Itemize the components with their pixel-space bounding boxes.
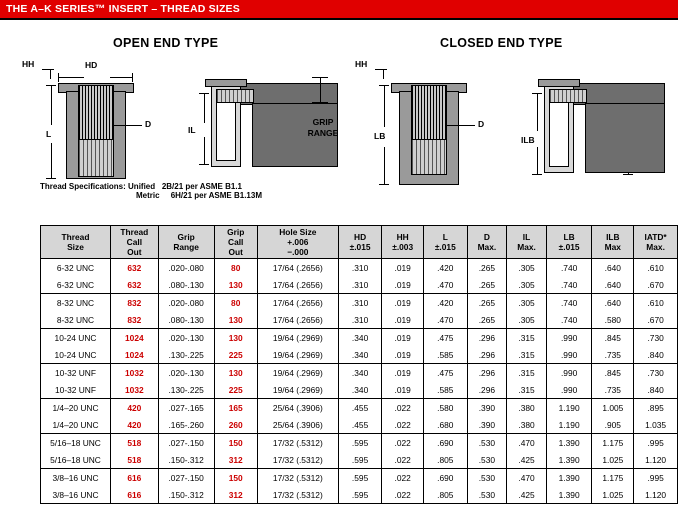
cell-r2-c10: .740 xyxy=(546,294,592,312)
table-row xyxy=(41,311,678,329)
cell-r2-c11: .640 xyxy=(592,294,634,312)
cell-r2-c12: .610 xyxy=(634,294,678,312)
cell-r11-c7: .805 xyxy=(424,451,468,469)
cell-r10-c11: 1.175 xyxy=(592,434,634,452)
thread-spec-metric-row xyxy=(136,191,262,200)
cell-r10-c7: .690 xyxy=(424,434,468,452)
cell-r4-c9: .315 xyxy=(507,329,547,347)
column-header-7: L ±.015 xyxy=(424,226,468,259)
open-l-label: L xyxy=(46,129,52,139)
thread-spec-unified-label: Unified xyxy=(128,182,156,191)
cell-r10-c1: 518 xyxy=(110,434,158,452)
cell-r12-c2: .027-.150 xyxy=(158,469,214,487)
column-header-2: Grip Range xyxy=(158,226,214,259)
open-il-leader-top xyxy=(204,93,205,123)
open-hd-tick-right xyxy=(132,73,133,82)
cell-r5-c1: 1024 xyxy=(110,346,158,364)
cell-r7-c4: 19/64 (.2969) xyxy=(257,381,338,399)
cell-r11-c4: 17/32 (.5312) xyxy=(257,451,338,469)
cell-r12-c0: 3/8–16 UNC xyxy=(41,469,111,487)
cell-r6-c6: .019 xyxy=(382,364,424,382)
page-title-bar xyxy=(0,0,678,18)
open-d-label: D xyxy=(145,119,152,129)
closed-lb-label: LB xyxy=(374,131,386,141)
cell-r2-c4: 17/64 (.2656) xyxy=(257,294,338,312)
cell-r8-c6: .022 xyxy=(382,399,424,417)
cell-r11-c0: 5/16–18 UNC xyxy=(41,451,111,469)
cell-r8-c0: 1/4–20 UNC xyxy=(41,399,111,417)
closed-lb-tick-bottom xyxy=(379,184,389,185)
cell-r13-c11: 1.025 xyxy=(592,486,634,504)
cell-r4-c3: 130 xyxy=(214,329,257,347)
cell-r1-c1: 632 xyxy=(110,276,158,294)
cell-r11-c9: .425 xyxy=(507,451,547,469)
cell-r1-c9: .305 xyxy=(507,276,547,294)
cell-r13-c7: .805 xyxy=(424,486,468,504)
table-row xyxy=(41,381,678,399)
cell-r7-c5: .340 xyxy=(338,381,382,399)
table-body xyxy=(41,259,678,504)
cell-r2-c6: .019 xyxy=(382,294,424,312)
open-l-leader-top xyxy=(51,85,52,125)
cell-r3-c3: 130 xyxy=(214,311,257,329)
cell-r4-c7: .475 xyxy=(424,329,468,347)
cell-r8-c7: .580 xyxy=(424,399,468,417)
cell-r2-c3: 80 xyxy=(214,294,257,312)
cell-r6-c0: 10-32 UNF xyxy=(41,364,111,382)
cell-r7-c1: 1032 xyxy=(110,381,158,399)
cell-r11-c5: .595 xyxy=(338,451,382,469)
cell-r7-c10: .990 xyxy=(546,381,592,399)
open-d-leader xyxy=(112,125,142,126)
cell-r11-c1: 518 xyxy=(110,451,158,469)
cell-r0-c3: 80 xyxy=(214,259,257,277)
cell-r5-c9: .315 xyxy=(507,346,547,364)
open-insert-thread xyxy=(216,89,254,103)
cell-r10-c0: 5/16–18 UNC xyxy=(41,434,111,452)
cell-r13-c8: .530 xyxy=(467,486,507,504)
cell-r7-c3: 225 xyxy=(214,381,257,399)
cell-r12-c6: .022 xyxy=(382,469,424,487)
cell-r3-c12: .670 xyxy=(634,311,678,329)
cell-r8-c1: 420 xyxy=(110,399,158,417)
cell-r1-c0: 6-32 UNC xyxy=(41,276,111,294)
column-header-10: LB ±.015 xyxy=(546,226,592,259)
cell-r2-c0: 8-32 UNC xyxy=(41,294,111,312)
cell-r9-c7: .680 xyxy=(424,416,468,434)
open-hh-arrow xyxy=(42,69,54,70)
open-il-leader-bottom xyxy=(204,137,205,165)
open-il-tick-top xyxy=(199,93,209,94)
cell-r4-c4: 19/64 (.2969) xyxy=(257,329,338,347)
cell-r6-c12: .730 xyxy=(634,364,678,382)
cell-r7-c11: .735 xyxy=(592,381,634,399)
column-header-12: IATD* Max. xyxy=(634,226,678,259)
cell-r10-c3: 150 xyxy=(214,434,257,452)
cell-r5-c10: .990 xyxy=(546,346,592,364)
cell-r1-c12: .670 xyxy=(634,276,678,294)
cell-r7-c7: .585 xyxy=(424,381,468,399)
cell-r1-c5: .310 xyxy=(338,276,382,294)
table-row xyxy=(41,399,678,417)
cell-r9-c8: .390 xyxy=(467,416,507,434)
cell-r8-c10: 1.190 xyxy=(546,399,592,417)
cell-r6-c7: .475 xyxy=(424,364,468,382)
cell-r6-c9: .315 xyxy=(507,364,547,382)
cell-r7-c2: .130-.225 xyxy=(158,381,214,399)
cell-r8-c11: 1.005 xyxy=(592,399,634,417)
cell-r8-c5: .455 xyxy=(338,399,382,417)
cell-r10-c9: .470 xyxy=(507,434,547,452)
thread-spec-unified-value: 2B/21 per ASME B1.1 xyxy=(161,182,242,191)
column-header-5: HD ±.015 xyxy=(338,226,382,259)
cell-r8-c3: 165 xyxy=(214,399,257,417)
cell-r5-c11: .735 xyxy=(592,346,634,364)
open-il-label: IL xyxy=(188,125,196,135)
cell-r9-c3: 260 xyxy=(214,416,257,434)
open-l-tick-top xyxy=(46,85,56,86)
cell-r12-c11: 1.175 xyxy=(592,469,634,487)
closed-ilb-leader-top xyxy=(537,93,538,131)
table-row xyxy=(41,434,678,452)
closed-iatd-tick-bottom xyxy=(623,174,633,175)
grip-range-tick-bottom xyxy=(312,102,328,103)
table-row xyxy=(41,294,678,312)
cell-r6-c8: .296 xyxy=(467,364,507,382)
cell-r5-c3: 225 xyxy=(214,346,257,364)
grip-range-bracket xyxy=(320,77,321,103)
cell-r4-c10: .990 xyxy=(546,329,592,347)
cell-r1-c6: .019 xyxy=(382,276,424,294)
closed-thread-zone xyxy=(411,139,447,175)
cell-r12-c9: .470 xyxy=(507,469,547,487)
grip-range-label: GRIP RANGE xyxy=(307,117,339,138)
open-hd-tick-left xyxy=(58,73,59,82)
cell-r2-c1: 832 xyxy=(110,294,158,312)
cell-r4-c8: .296 xyxy=(467,329,507,347)
cell-r1-c7: .470 xyxy=(424,276,468,294)
cell-r5-c7: .585 xyxy=(424,346,468,364)
cell-r3-c8: .265 xyxy=(467,311,507,329)
closed-hh-label: HH xyxy=(355,59,368,69)
cell-r12-c12: .995 xyxy=(634,469,678,487)
cell-r0-c1: 632 xyxy=(110,259,158,277)
cell-r11-c3: 312 xyxy=(214,451,257,469)
cell-r0-c10: .740 xyxy=(546,259,592,277)
open-hd-label: HD xyxy=(85,60,98,70)
column-header-0: Thread Size xyxy=(41,226,111,259)
cell-r9-c2: .165-.260 xyxy=(158,416,214,434)
open-thread-zone xyxy=(78,139,114,177)
cell-r12-c4: 17/32 (.5312) xyxy=(257,469,338,487)
cell-r10-c5: .595 xyxy=(338,434,382,452)
cell-r3-c4: 17/64 (.2656) xyxy=(257,311,338,329)
thread-spec-metric-label: Metric xyxy=(136,191,160,200)
cell-r11-c12: 1.120 xyxy=(634,451,678,469)
page-title: THE A–K SERIES™ INSERT – THREAD SIZES xyxy=(6,3,240,15)
open-hh-tick xyxy=(50,69,51,79)
closed-lb-leader-top xyxy=(384,85,385,127)
thread-sizes-table xyxy=(40,225,678,504)
cell-r7-c0: 10-32 UNF xyxy=(41,381,111,399)
cell-r1-c11: .640 xyxy=(592,276,634,294)
open-l-tick-bottom xyxy=(46,178,56,179)
table-row xyxy=(41,416,678,434)
cell-r11-c6: .022 xyxy=(382,451,424,469)
closed-ilb-leader-bottom xyxy=(537,147,538,175)
table-row xyxy=(41,469,678,487)
cell-r3-c5: .310 xyxy=(338,311,382,329)
cell-r11-c11: 1.025 xyxy=(592,451,634,469)
cell-r6-c10: .990 xyxy=(546,364,592,382)
cell-r5-c6: .019 xyxy=(382,346,424,364)
cell-r9-c0: 1/4–20 UNC xyxy=(41,416,111,434)
cell-r4-c0: 10-24 UNC xyxy=(41,329,111,347)
cell-r6-c1: 1032 xyxy=(110,364,158,382)
thread-spec-metric-value: 6H/21 per ASME B1.13M xyxy=(170,191,262,200)
cell-r9-c10: 1.190 xyxy=(546,416,592,434)
closed-lb-tick-top xyxy=(379,85,389,86)
cell-r5-c8: .296 xyxy=(467,346,507,364)
cell-r5-c4: 19/64 (.2969) xyxy=(257,346,338,364)
cell-r3-c11: .580 xyxy=(592,311,634,329)
cell-r5-c5: .340 xyxy=(338,346,382,364)
thread-spec-unified-row xyxy=(40,182,262,191)
cell-r9-c9: .380 xyxy=(507,416,547,434)
cell-r9-c6: .022 xyxy=(382,416,424,434)
cell-r10-c6: .022 xyxy=(382,434,424,452)
cell-r5-c12: .840 xyxy=(634,346,678,364)
closed-d-leader xyxy=(445,125,475,126)
cell-r4-c5: .340 xyxy=(338,329,382,347)
cell-r9-c11: .905 xyxy=(592,416,634,434)
cell-r7-c9: .315 xyxy=(507,381,547,399)
cell-r6-c5: .340 xyxy=(338,364,382,382)
table-header-row xyxy=(41,226,678,259)
cell-r9-c1: 420 xyxy=(110,416,158,434)
column-header-11: ILB Max xyxy=(592,226,634,259)
open-hh-label: HH xyxy=(22,59,35,69)
table-header xyxy=(41,226,678,259)
thread-spec-label: Thread Specifications: xyxy=(40,182,126,191)
table-row xyxy=(41,259,678,277)
cell-r7-c12: .840 xyxy=(634,381,678,399)
column-header-1: Thread Call Out xyxy=(110,226,158,259)
cell-r4-c6: .019 xyxy=(382,329,424,347)
cell-r0-c4: 17/64 (.2656) xyxy=(257,259,338,277)
cell-r8-c8: .390 xyxy=(467,399,507,417)
cell-r3-c7: .470 xyxy=(424,311,468,329)
cell-r0-c7: .420 xyxy=(424,259,468,277)
cell-r12-c8: .530 xyxy=(467,469,507,487)
cell-r9-c4: 25/64 (.3906) xyxy=(257,416,338,434)
open-insert-flange xyxy=(205,79,247,87)
cell-r2-c7: .420 xyxy=(424,294,468,312)
cell-r13-c3: 312 xyxy=(214,486,257,504)
cell-r10-c2: .027-.150 xyxy=(158,434,214,452)
closed-ilb-tick-bottom xyxy=(532,174,542,175)
cell-r4-c2: .020-.130 xyxy=(158,329,214,347)
column-header-9: IL Max. xyxy=(507,226,547,259)
cell-r1-c2: .080-.130 xyxy=(158,276,214,294)
cell-r0-c6: .019 xyxy=(382,259,424,277)
cell-r6-c4: 19/64 (.2969) xyxy=(257,364,338,382)
cell-r1-c8: .265 xyxy=(467,276,507,294)
cell-r7-c8: .296 xyxy=(467,381,507,399)
open-hd-leader-right xyxy=(110,77,132,78)
cell-r13-c2: .150-.312 xyxy=(158,486,214,504)
cell-r12-c10: 1.390 xyxy=(546,469,592,487)
closed-panel-body xyxy=(585,103,665,173)
open-end-heading: OPEN END TYPE xyxy=(113,36,219,50)
closed-insert-flange xyxy=(538,79,580,87)
cell-r13-c5: .595 xyxy=(338,486,382,504)
cell-r0-c5: .310 xyxy=(338,259,382,277)
cell-r4-c1: 1024 xyxy=(110,329,158,347)
grip-range-tick-top xyxy=(312,77,328,78)
cell-r13-c10: 1.390 xyxy=(546,486,592,504)
cell-r11-c8: .530 xyxy=(467,451,507,469)
cell-r12-c1: 616 xyxy=(110,469,158,487)
cell-r6-c3: 130 xyxy=(214,364,257,382)
title-underline xyxy=(0,18,678,20)
closed-d-label: D xyxy=(478,119,485,129)
closed-ilb-tick-top xyxy=(532,93,542,94)
cell-r11-c2: .150-.312 xyxy=(158,451,214,469)
cell-r2-c9: .305 xyxy=(507,294,547,312)
cell-r10-c4: 17/32 (.5312) xyxy=(257,434,338,452)
cell-r8-c2: .027-.165 xyxy=(158,399,214,417)
cell-r12-c5: .595 xyxy=(338,469,382,487)
cell-r0-c8: .265 xyxy=(467,259,507,277)
table-row xyxy=(41,451,678,469)
cell-r3-c9: .305 xyxy=(507,311,547,329)
cell-r2-c5: .310 xyxy=(338,294,382,312)
cell-r10-c12: .995 xyxy=(634,434,678,452)
cell-r3-c2: .080-.130 xyxy=(158,311,214,329)
column-header-3: Grip Call Out xyxy=(214,226,257,259)
cell-r8-c4: 25/64 (.3906) xyxy=(257,399,338,417)
cell-r1-c10: .740 xyxy=(546,276,592,294)
cell-r0-c9: .305 xyxy=(507,259,547,277)
cell-r13-c0: 3/8–16 UNC xyxy=(41,486,111,504)
cell-r3-c0: 8-32 UNC xyxy=(41,311,111,329)
cell-r4-c11: .845 xyxy=(592,329,634,347)
closed-ilb-label: ILB xyxy=(521,135,535,145)
cell-r6-c2: .020-.130 xyxy=(158,364,214,382)
open-l-leader-bottom xyxy=(51,143,52,179)
column-header-4: Hole Size +.006 −.000 xyxy=(257,226,338,259)
closed-end-heading: CLOSED END TYPE xyxy=(440,36,563,50)
open-il-tick-bottom xyxy=(199,164,209,165)
closed-hh-tick xyxy=(383,69,384,79)
closed-lb-leader-bottom xyxy=(384,147,385,185)
table-row xyxy=(41,276,678,294)
cell-r13-c6: .022 xyxy=(382,486,424,504)
cell-r7-c6: .019 xyxy=(382,381,424,399)
cell-r13-c1: 616 xyxy=(110,486,158,504)
cell-r3-c6: .019 xyxy=(382,311,424,329)
cell-r2-c2: .020-.080 xyxy=(158,294,214,312)
cell-r10-c10: 1.390 xyxy=(546,434,592,452)
closed-insert-thread xyxy=(549,89,587,103)
cell-r6-c11: .845 xyxy=(592,364,634,382)
table-row xyxy=(41,329,678,347)
cell-r9-c12: 1.035 xyxy=(634,416,678,434)
closed-hh-arrow xyxy=(375,69,387,70)
cell-r12-c7: .690 xyxy=(424,469,468,487)
cell-r8-c12: .895 xyxy=(634,399,678,417)
table-row xyxy=(41,346,678,364)
cell-r12-c3: 150 xyxy=(214,469,257,487)
cell-r13-c9: .425 xyxy=(507,486,547,504)
cell-r11-c10: 1.390 xyxy=(546,451,592,469)
thread-specifications xyxy=(40,182,262,200)
cell-r5-c2: .130-.225 xyxy=(158,346,214,364)
cell-r3-c1: 832 xyxy=(110,311,158,329)
cell-r5-c0: 10-24 UNC xyxy=(41,346,111,364)
cell-r9-c5: .455 xyxy=(338,416,382,434)
cell-r10-c8: .530 xyxy=(467,434,507,452)
open-bore-hatch xyxy=(78,85,114,141)
open-hd-leader-left xyxy=(58,77,84,78)
cell-r0-c2: .020-.080 xyxy=(158,259,214,277)
cell-r4-c12: .730 xyxy=(634,329,678,347)
cell-r1-c4: 17/64 (.2656) xyxy=(257,276,338,294)
column-header-6: HH ±.003 xyxy=(382,226,424,259)
cell-r0-c11: .640 xyxy=(592,259,634,277)
cell-r0-c12: .610 xyxy=(634,259,678,277)
table-row xyxy=(41,486,678,504)
table-row xyxy=(41,364,678,382)
cell-r0-c0: 6-32 UNC xyxy=(41,259,111,277)
cell-r13-c4: 17/32 (.5312) xyxy=(257,486,338,504)
closed-bore-hatch xyxy=(411,85,447,141)
cell-r2-c8: .265 xyxy=(467,294,507,312)
column-header-8: D Max. xyxy=(467,226,507,259)
cell-r3-c10: .740 xyxy=(546,311,592,329)
cell-r1-c3: 130 xyxy=(214,276,257,294)
cell-r8-c9: .380 xyxy=(507,399,547,417)
cell-r13-c12: 1.120 xyxy=(634,486,678,504)
